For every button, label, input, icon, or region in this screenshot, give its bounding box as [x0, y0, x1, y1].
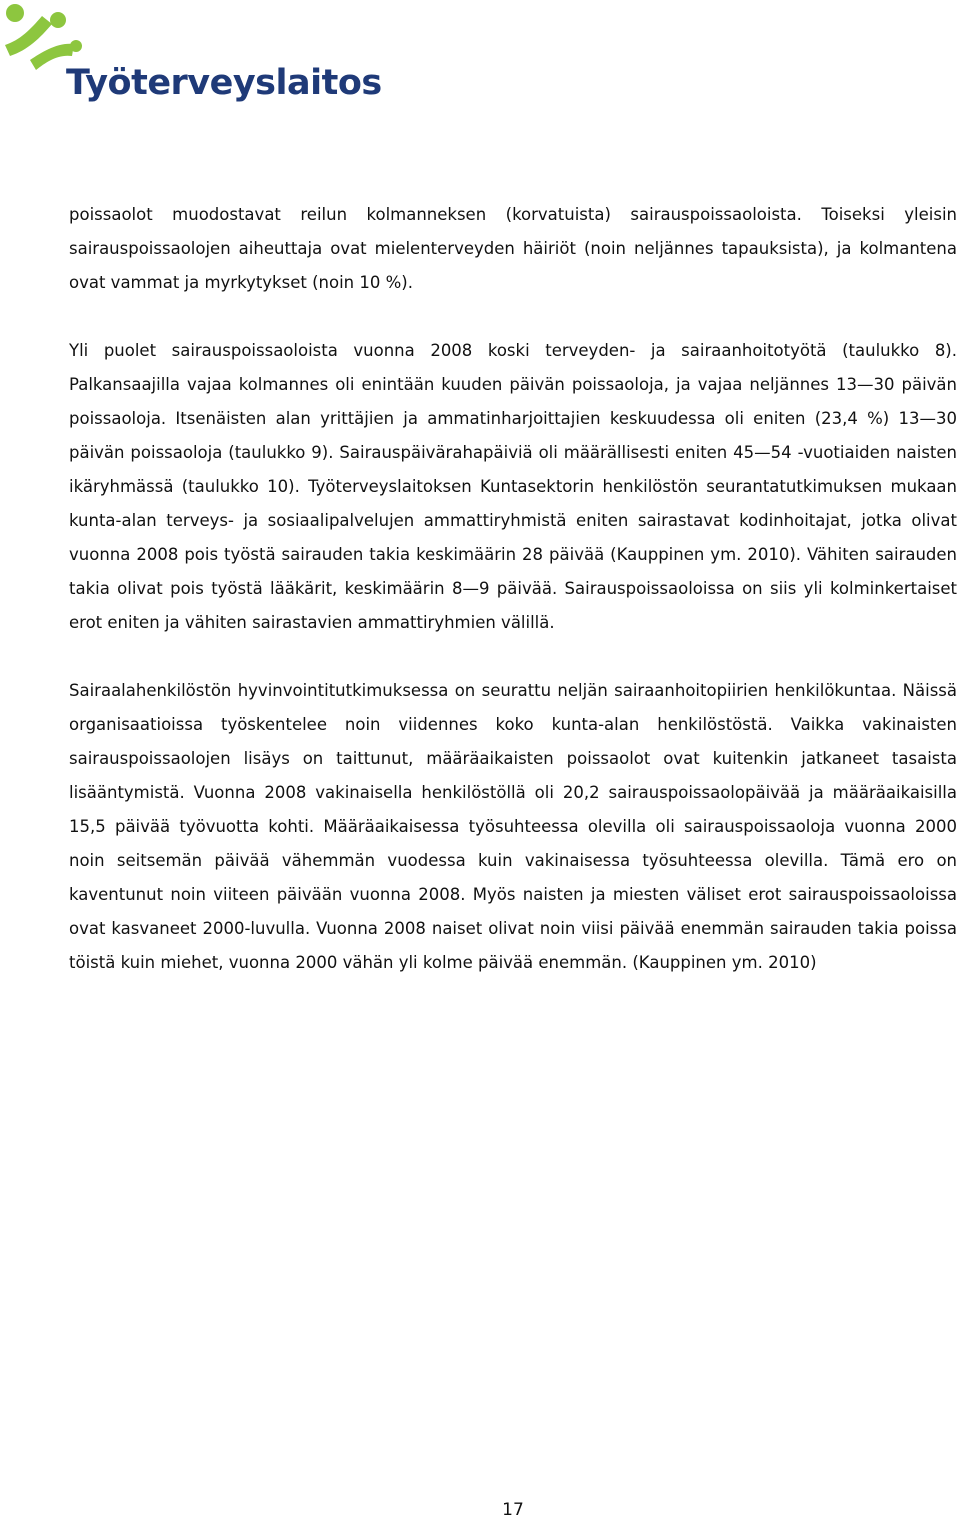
document-body: [69, 198, 957, 980]
organization-logo: [0, 0, 382, 120]
page-number: 17: [502, 1500, 524, 1520]
paragraph-2: Yli puolet sairauspoissaoloista vuonna 2008 koski terveyden- ja sairaanhoitotyötä (taulukko 8). Palkansaajilla vajaa kolmannes oli enintään kuuden päivän poissaoloja, ja vajaa neljännes 13—30 päivän poissaoloja. Itsenäisten alan yrittäjien ja ammatinharjoittajien keskuudessa oli eniten (23,4 %) 13—30 päivän poissaoloja (taulukko 9). Sairauspäivärahapäiviä oli määrällisesti eniten 45—54 -vuotiaiden naisten ikäryhmässä (taulukko 10). Työterveyslaitoksen Kuntasektorin henkilöstön seurantatutkimuksen mukaan kunta-alan terveys- ja sosiaalipalvelujen ammattiryhmistä eniten sairastavat kodinhoitajat, jotka olivat vuonna 2008 pois työstä sairauden takia keskimäärin 28 päivää (Kauppinen ym. 2010). Vähiten sairauden takia olivat pois työstä lääkärit, keskimäärin 8—9 päivää. Sairauspoissaoloissa on siis yli kolminkertaiset erot eniten ja vähiten sairastavien ammattiryhmien välillä.: [69, 341, 957, 632]
paragraph-1: poissaolot muodostavat reilun kolmanneksen (korvatuista) sairauspoissaoloista. Toiseksi yleisin sairauspoissaolojen aiheuttaja ovat mielenterveyden häiriöt (noin neljännes tapauksista), ja kolmantena ovat vammat ja myrkytykset (noin 10 %).: [69, 205, 957, 292]
paragraph-3: Sairaalahenkilöstön hyvinvointitutkimuksessa on seurattu neljän sairaanhoitopiirien henkilökuntaa. Näissä organisaatioissa työskentelee noin viidennes koko kunta-alan henkilöstöstä. Vaikka vakinaisten sairauspoissaolojen lisäys on taittunut, määräaikaisten poissaolot ovat kuitenkin jatkaneet tasaista lisääntymistä. Vuonna 2008 vakinaisella henkilöstöllä oli 20,2 sairauspoissaolopäivää ja määräaikaisilla 15,5 päivää työvuotta kohti. Määräaikaisessa työsuhteessa olevilla oli sairauspoissaoloja vuonna 2000 noin seitsemän päivää vähemmän vuodessa kuin vakinaisessa työsuhteessa olevilla. Tämä ero on kaventunut noin viiteen päivään vuonna 2008. Myös naisten ja miesten väliset erot sairauspoissaoloissa ovat kasvaneet 2000-luvulla. Vuonna 2008 naiset olivat noin viisi päivää enemmän sairauden takia poissa töistä kuin miehet, vuonna 2000 vähän yli kolme päivää enemmän. (Kauppinen ym. 2010): [69, 681, 957, 972]
logo-wordmark: Työterveyslaitos: [66, 63, 382, 103]
